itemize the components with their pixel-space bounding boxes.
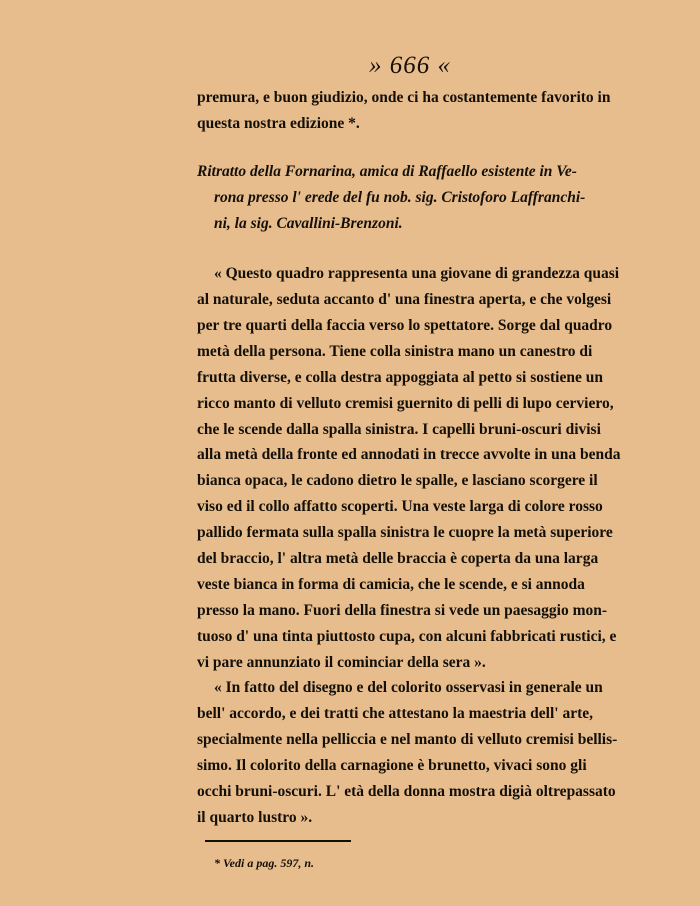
paragraph1-line-5: frutta diverse, e colla destra appoggiata al petto si sostiene un — [197, 369, 603, 386]
paragraph1-line-6: ricco manto di velluto cremisi guernito di pelli di lupo cerviero, — [197, 395, 614, 412]
paragraph1-line-9: bianca opaca, le cadono dietro le spalle, e lasciano scorgere il — [197, 472, 598, 489]
page-number: » 666 « — [369, 52, 451, 79]
paragraph1-line-11: pallido fermata sulla spalla sinistra le cuopre la metà superiore — [197, 524, 613, 541]
footnote-divider — [205, 840, 351, 842]
text-line-1: premura, e buon giudizio, onde ci ha costantemente favorito in — [197, 89, 611, 106]
paragraph1-line-16: vi pare annunziato il cominciar della sera ». — [197, 654, 486, 671]
paragraph2-line-1: « In fatto del disegno e del colorito osservasi in generale un — [214, 679, 603, 696]
footnote: * Vedi a pag. 597, n. — [214, 856, 315, 870]
paragraph1-line-7: che le scende dalla spalla sinistra. I capelli bruni-oscuri divisi — [197, 421, 601, 438]
title-line-2: rona presso l' erede del fu nob. sig. Cristoforo Laffranchi- — [214, 189, 586, 206]
paragraph1-line-3: per tre quarti della faccia verso lo spettatore. Sorge dal quadro — [197, 317, 613, 334]
paragraph1-line-8: alla metà della fronte ed annodati in trecce avvolte in una benda — [197, 446, 621, 463]
paragraph2-line-2: bell' accordo, e dei tratti che attestano la maestria dell' arte, — [197, 705, 593, 722]
paragraph2-line-4: simo. Il colorito della carnagione è brunetto, vivaci sono gli — [197, 757, 587, 774]
text-line-2: questa nostra edizione *. — [197, 115, 360, 132]
paragraph1-line-4: metà della persona. Tiene colla sinistra mano un canestro di — [197, 343, 593, 360]
paragraph2-line-6: il quarto lustro ». — [197, 809, 313, 826]
paragraph1-line-12: del braccio, l' altra metà delle braccia è coperta da una larga — [197, 550, 599, 567]
paragraph1-line-1: « Questo quadro rappresenta una giovane di grandezza quasi — [214, 265, 620, 282]
paragraph1-line-10: viso ed il collo affatto scoperti. Una veste larga di colore rosso — [197, 498, 603, 515]
paragraph1-line-14: presso la mano. Fuori della finestra si vede un paesaggio mon- — [197, 602, 608, 619]
paragraph1-line-2: al naturale, seduta accanto d' una finestra aperta, e che volgesi — [197, 291, 612, 308]
paragraph2-line-3: specialmente nella pelliccia e nel manto di velluto cremisi bellis- — [197, 731, 618, 748]
paragraph1-line-15: tuoso d' una tinta piuttosto cupa, con alcuni fabbricati rustici, e — [197, 628, 617, 645]
paragraph2-line-5: occhi bruni-oscuri. L' età della donna mostra digià oltrepassato — [197, 783, 616, 800]
title-line-1: Ritratto della Fornarina, amica di Raffaello esistente in Ve- — [197, 163, 577, 180]
title-line-3: ni, la sig. Cavallini-Brenzoni. — [214, 215, 403, 232]
paragraph1-line-13: veste bianca in forma di camicia, che le scende, e si annoda — [197, 576, 585, 593]
